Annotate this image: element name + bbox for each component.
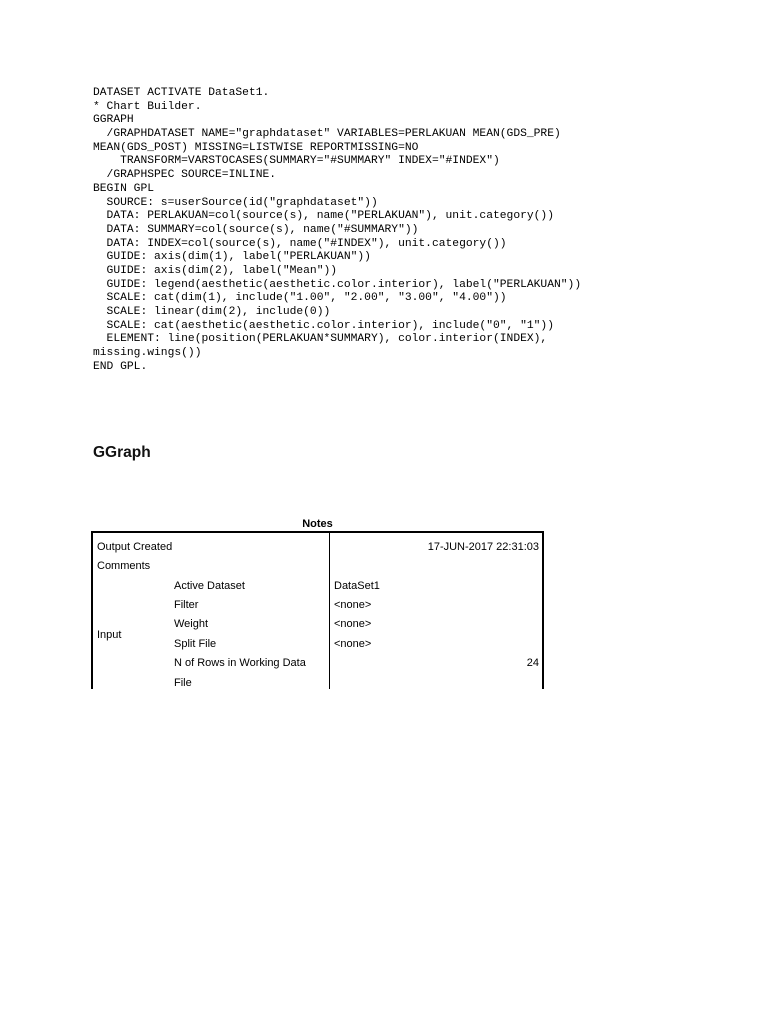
filter-label: Filter bbox=[174, 599, 199, 611]
split-file-value: <none> bbox=[334, 638, 372, 650]
output-created-value: 17-JUN-2017 22:31:03 bbox=[427, 541, 539, 553]
syntax-block bbox=[93, 87, 581, 374]
syntax-line: SCALE: linear(dim(2), include(0)) bbox=[93, 306, 331, 318]
syntax-line: MEAN(GDS_POST) MISSING=LISTWISE REPORTMISSING=NO bbox=[93, 141, 419, 154]
notes-table-title: Notes bbox=[302, 518, 333, 530]
syntax-line: SCALE: cat(aesthetic(aesthetic.color.interior), include("0", "1")) bbox=[93, 319, 554, 332]
n-rows-value: 24 bbox=[526, 657, 539, 669]
syntax-line: END GPL. bbox=[93, 360, 148, 373]
active-dataset-value: DataSet1 bbox=[334, 580, 380, 592]
syntax-line: ELEMENT: line(position(PERLAKUAN*SUMMARY), color.interior(INDEX), bbox=[93, 333, 548, 346]
syntax-line: DATA: SUMMARY=col(source(s), name("#SUMMARY")) bbox=[93, 223, 419, 236]
syntax-line: GUIDE: legend(aesthetic(aesthetic.color.interior), label("PERLAKUAN")) bbox=[93, 278, 582, 291]
syntax-line: SOURCE: s=userSource(id("graphdataset")) bbox=[93, 196, 378, 209]
active-dataset-label: Active Dataset bbox=[174, 580, 245, 592]
syntax-line: TRANSFORM=VARSTOCASES(SUMMARY="#SUMMARY" INDEX="#INDEX") bbox=[93, 155, 500, 168]
syntax-line: missing.wings()) bbox=[93, 347, 202, 360]
syntax-line: DATA: PERLAKUAN=col(source(s), name("PERLAKUAN"), unit.category()) bbox=[93, 210, 554, 223]
syntax-line: SCALE: cat(dim(1), include("1.00", "2.00", "3.00", "4.00")) bbox=[93, 292, 507, 305]
output-created-label: Output Created bbox=[97, 541, 173, 553]
syntax-line: BEGIN GPL bbox=[93, 182, 155, 195]
file-label: File bbox=[174, 677, 192, 689]
syntax-line: GUIDE: axis(dim(2), label("Mean")) bbox=[93, 264, 338, 277]
syntax-line: * Chart Builder. bbox=[93, 100, 202, 113]
section-title: GGraph bbox=[93, 444, 151, 461]
syntax-line: GUIDE: axis(dim(1), label("PERLAKUAN")) bbox=[93, 251, 371, 264]
syntax-line: /GRAPHSPEC SOURCE=INLINE. bbox=[93, 169, 277, 182]
syntax-line: GGRAPH bbox=[93, 114, 134, 127]
split-file-label: Split File bbox=[174, 638, 217, 650]
syntax-line: DATASET ACTIVATE DataSet1. bbox=[93, 87, 270, 99]
comments-label: Comments bbox=[97, 560, 151, 572]
weight-value: <none> bbox=[334, 618, 372, 630]
n-rows-label: N of Rows in Working Data bbox=[174, 657, 306, 669]
column-divider bbox=[329, 533, 330, 689]
weight-label: Weight bbox=[174, 618, 209, 630]
syntax-line: /GRAPHDATASET NAME="graphdataset" VARIABLES=PERLAKUAN MEAN(GDS_PRE) bbox=[93, 128, 561, 141]
notes-table bbox=[91, 531, 544, 689]
input-label: Input bbox=[97, 629, 122, 641]
syntax-line: DATA: INDEX=col(source(s), name("#INDEX"), unit.category()) bbox=[93, 237, 507, 250]
filter-value: <none> bbox=[334, 599, 372, 611]
